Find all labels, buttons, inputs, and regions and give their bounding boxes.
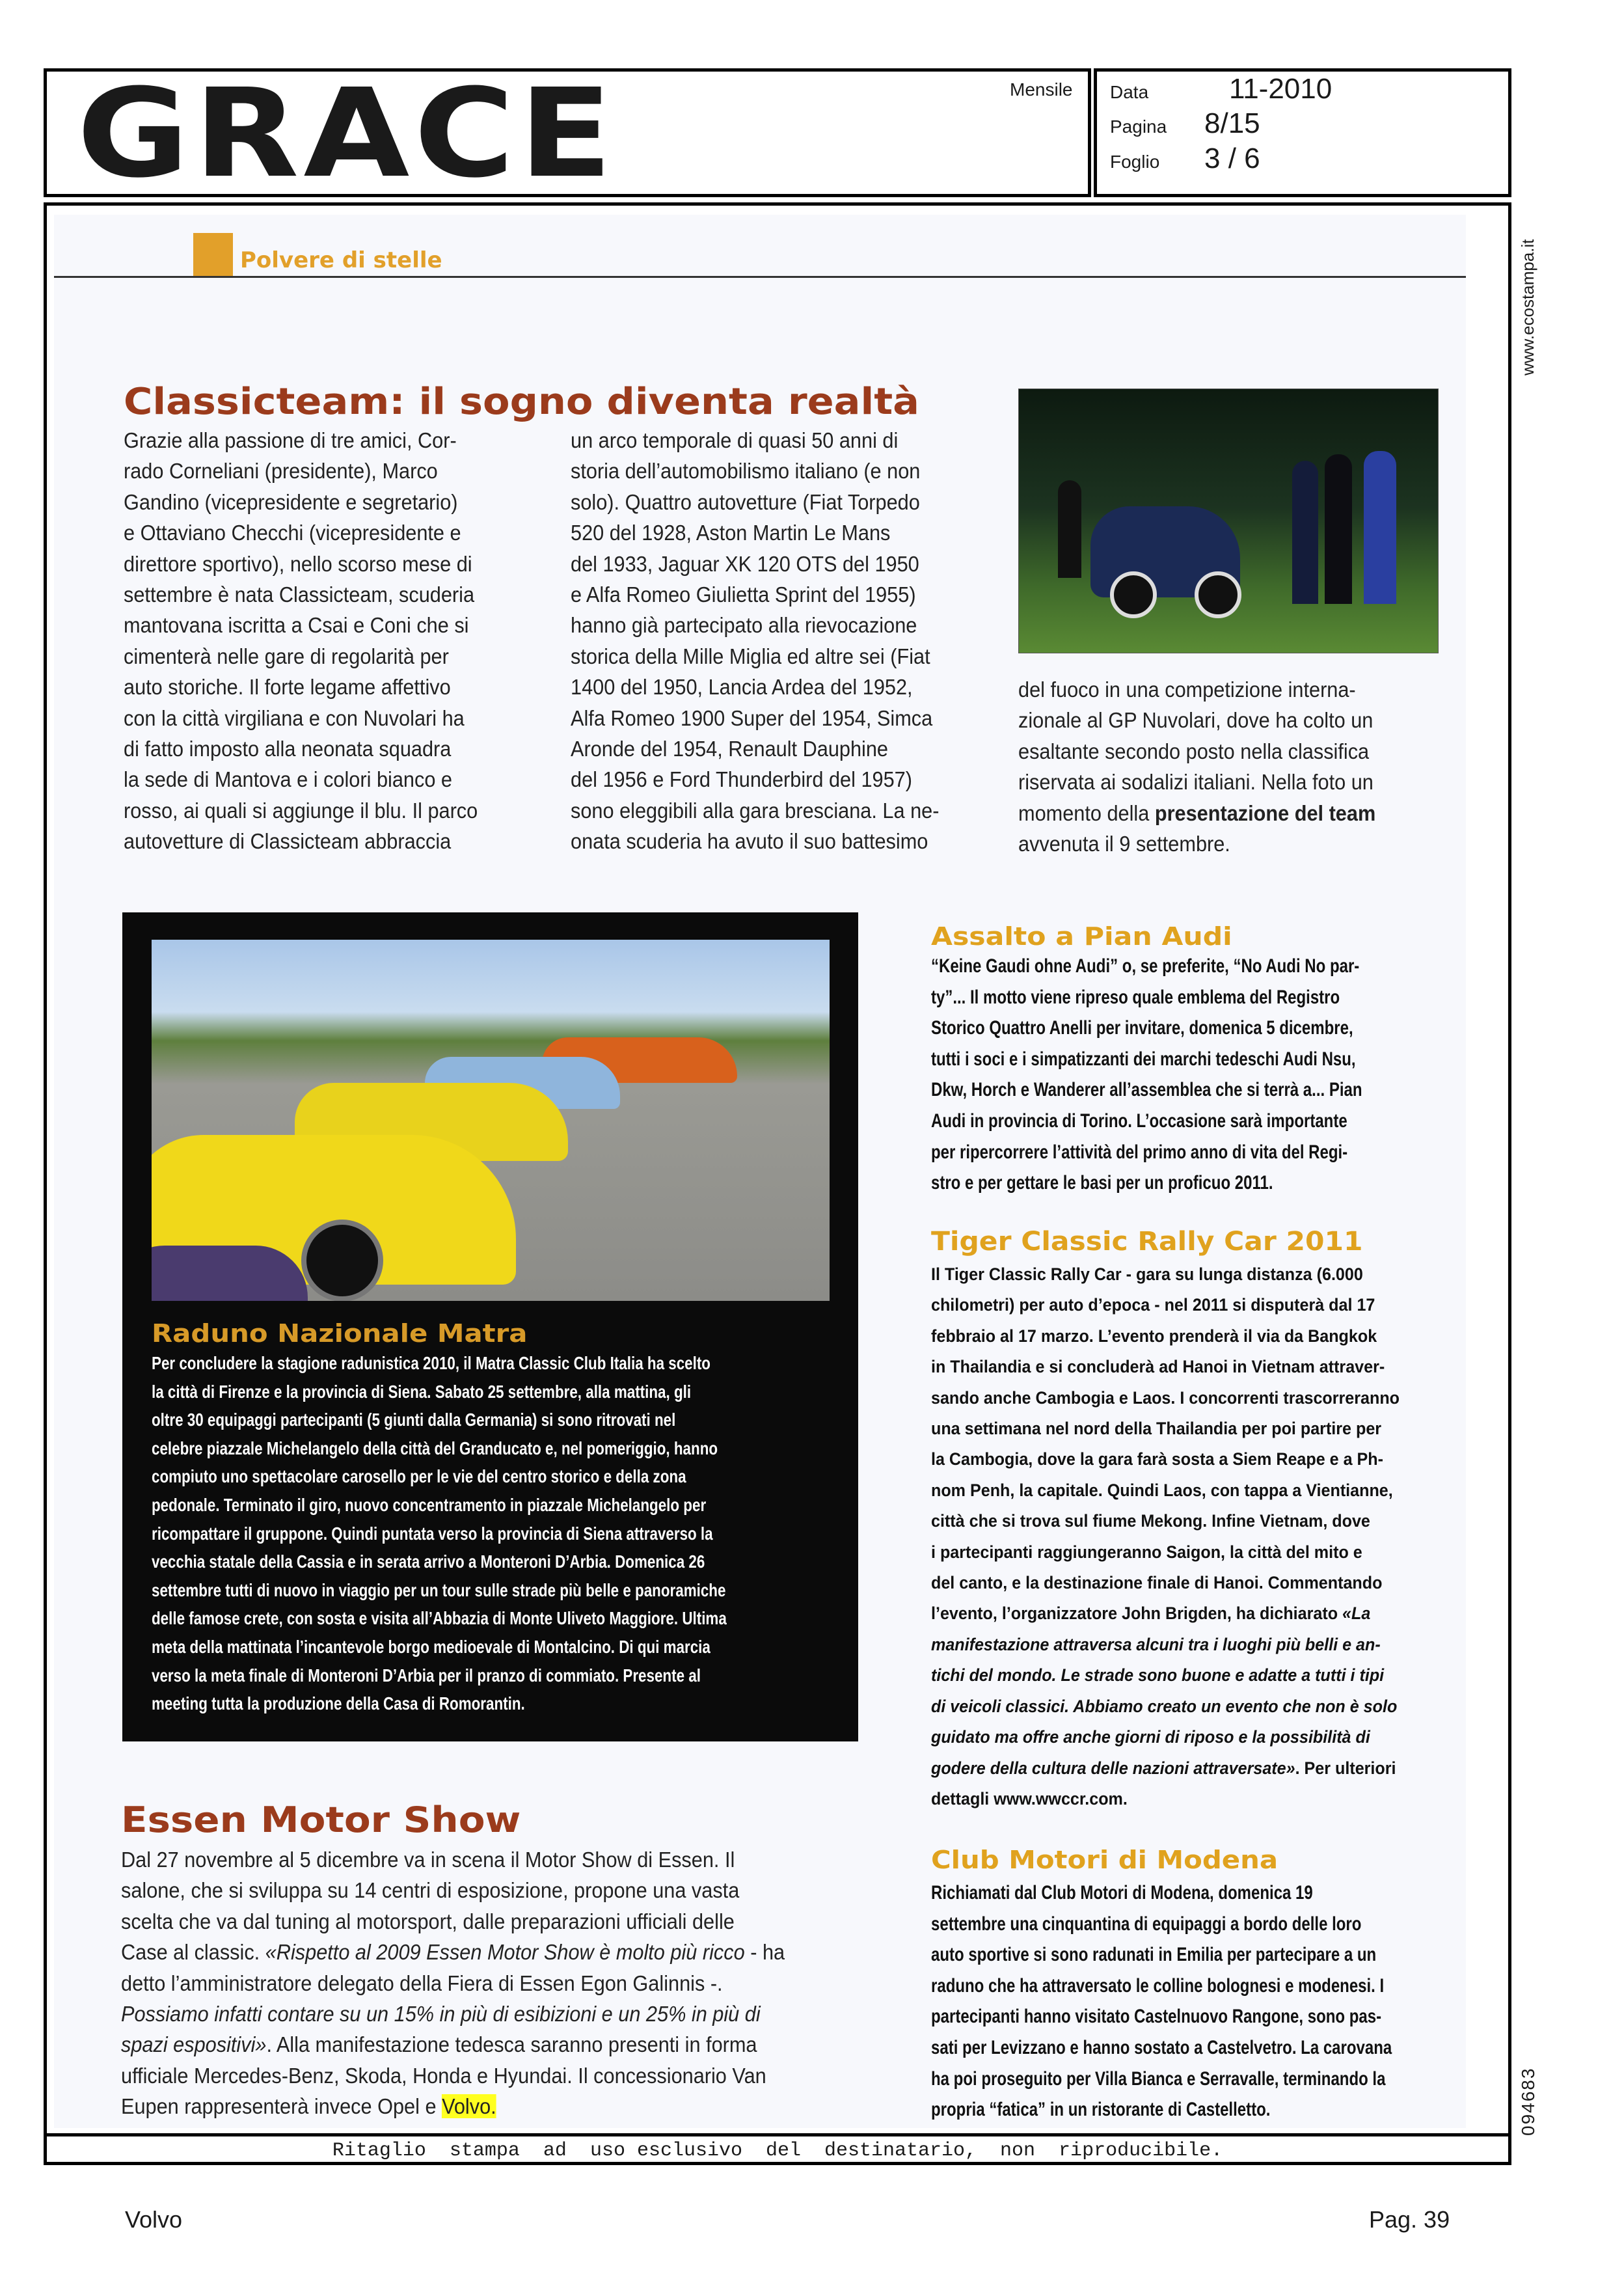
text-line (931, 1722, 1400, 1753)
text-line: e Ottaviano Checchi (vicepresidente e (124, 521, 461, 545)
text-line: Per concludere la stagione radunistica 2010, il Matra Classic Club Italia ha scelto (152, 1353, 710, 1373)
text-line: la città di Firenze e la provincia di Siena. Sabato 25 settembre, alla mattina, gli (152, 1381, 692, 1402)
text-line: mantovana iscritta a Csai e Coni che si (124, 613, 469, 638)
text-line: compiuto uno spettacolare carosello per le vie del centro storico e della zona (152, 1466, 686, 1487)
section-rule (54, 276, 1466, 278)
text-line: ricompattare il gruppone. Quindi puntata verso la provincia di Siena attraverso la (152, 1523, 713, 1544)
keyword-label: Volvo (125, 2206, 183, 2233)
person (1325, 454, 1352, 604)
text-line: 1400 del 1950, Lancia Ardea del 1952, (571, 675, 913, 700)
person (1292, 461, 1318, 604)
text-segment: - ha (744, 1940, 785, 1965)
text-line: settembre una cinquantina di equipaggi a bordo delle loro (931, 1913, 1362, 1935)
section-marker (193, 233, 233, 277)
text-line: Dal 27 novembre al 5 dicembre va in scena il Motor Show di Essen. Il (121, 1848, 735, 1872)
text-line: hanno già partecipato alla rievocazione (571, 613, 917, 638)
text-line: auto sportive si sono radunati in Emilia per partecipare a un (931, 1944, 1377, 1966)
classicteam-col3 (1018, 674, 1403, 859)
text-line: onata scuderia ha avuto il suo battesimo (571, 829, 928, 854)
text-line: scelta che va dal tuning al motorsport, dalle preparazioni ufficiali delle (121, 1909, 735, 1933)
text-line: del 1933, Jaguar XK 120 OTS del 1950 (571, 551, 919, 576)
text-line: riservata ai sodalizi italiani. Nella foto un (1018, 770, 1374, 795)
text-line: chilometri) per auto d’epoca - nel 2011 si disputerà dal 17 (931, 1295, 1375, 1315)
text-line: salone, che si sviluppa su 14 centri di esposizione, propone una vasta (121, 1878, 740, 1903)
text-line: la sede di Mantova e i colori bianco e (124, 767, 452, 792)
text-line: auto storiche. Il forte legame affettivo (124, 675, 451, 700)
essen-title: Essen Motor Show (121, 1799, 521, 1840)
text-line (931, 1753, 1400, 1784)
person (1364, 451, 1396, 604)
car-wheel (1110, 571, 1157, 618)
text-line: esaltante secondo posto nella classifica (1018, 739, 1370, 763)
car-wheel (1195, 571, 1241, 618)
text-line: 520 del 1928, Aston Martin Le Mans (571, 521, 891, 545)
text-line: Richiamati dal Club Motori di Modena, domenica 19 (931, 1882, 1313, 1904)
club-body (931, 1877, 1507, 2125)
text-segment: l’evento, l’organizzatore John Brigden, ha dichiarato (931, 1603, 1343, 1624)
person (1058, 480, 1081, 578)
text-segment: «Rispetto al 2009 Essen Motor Show è molto più ricco (265, 1940, 745, 1965)
text-line: storia dell’automobilismo italiano (e non (571, 459, 921, 484)
tiger-body (931, 1259, 1435, 1814)
text-line: propria “fatica” in un ristorante di Castelletto. (931, 2099, 1271, 2121)
text-line: stro e per gettare le basi per un proficuo 2011. (931, 1172, 1273, 1194)
text-line: Audi in provincia di Torino. L’occasione sarà importante (931, 1110, 1347, 1132)
text-segment: spazi espositivi» (121, 2032, 267, 2057)
text-segment: Eupen rappresenterà invece Opel e (121, 2094, 442, 2119)
text-line: sati per Levizzano e hanno sostato a Castelvetro. La carovana (931, 2036, 1392, 2058)
text-line (121, 2091, 785, 2122)
text-line: con la città virgiliana e con Nuvolari ha (124, 705, 465, 730)
clipping-notice: Ritaglio stampa ad uso esclusivo del destinatario, non riproducibile. (332, 2140, 1223, 2162)
text-line: ty”... Il motto viene ripreso quale emblema del Registro (931, 986, 1340, 1008)
classicteam-col1 (124, 425, 504, 857)
text-segment: presentazione del team (1154, 800, 1376, 825)
text-line: zionale al GP Nuvolari, dove ha colto un (1018, 708, 1374, 733)
text-line: di fatto imposto alla neonata squadra (124, 737, 452, 761)
pagina-label: Pagina (1110, 116, 1167, 137)
purple-car (152, 1246, 308, 1301)
text-line: Grazie alla passione di tre amici, Cor- (124, 428, 457, 452)
text-line: tutti i soci e i simpatizzanti dei marchi tedeschi Audi Nsu, (931, 1048, 1356, 1070)
text-line: settembre è nata Classicteam, scuderia (124, 582, 475, 607)
text-line: Alfa Romeo 1900 Super del 1954, Simca (571, 705, 933, 730)
text-line: Dkw, Horch e Wanderer all’assemblea che si terrà a... Pian (931, 1079, 1362, 1101)
tiger-title: Tiger Classic Rally Car 2011 (931, 1227, 1363, 1257)
matra-photo (152, 940, 830, 1301)
text-line: Gandino (vicepresidente e segretario) (124, 489, 458, 514)
text-line: “Keine Gaudi ohne Audi” o, se preferite, “No Audi No par- (931, 955, 1360, 977)
text-line: sono eleggibili alla gara bresciana. La ne- (571, 798, 940, 823)
car-wheel (301, 1220, 383, 1301)
highlighted-keyword: Volvo. (442, 2094, 496, 2119)
text-line: sando anche Cambogia e Laos. I concorrenti trascorreranno (931, 1387, 1400, 1408)
text-line: celebre piazzale Michelangelo della città del Granducato e, nel pomeriggio, hanno (152, 1438, 718, 1458)
text-line: una settimana nel nord della Thailandia per poi partire per (931, 1419, 1382, 1439)
page-number: Pag. 39 (1369, 2206, 1450, 2233)
text-line: storica della Mille Miglia ed altre sei (Fiat (571, 644, 930, 668)
text-line (121, 2029, 785, 2060)
text-line: del 1956 e Ford Thunderbird del 1957) (571, 767, 912, 792)
text-line: raduno che ha attraversato le colline bolognesi e modenesi. I (931, 1974, 1385, 1997)
text-line: rado Corneliani (presidente), Marco (124, 459, 438, 484)
text-line: cimenterà nelle gare di regolarità per (124, 644, 449, 668)
text-line: verso la meta finale di Monteroni D’Arbia per il pranzo di commiato. Presente al (152, 1665, 701, 1685)
frequency-label: Mensile (1010, 79, 1073, 100)
text-line (121, 1999, 785, 2029)
essen-body (121, 1844, 835, 2122)
text-line: del fuoco in una competizione interna- (1018, 677, 1356, 702)
text-line: avvenuta il 9 settembre. (1018, 832, 1230, 856)
text-line (931, 1691, 1400, 1722)
text-segment: Possiamo infatti contare su un 15% in più di esibizioni e un 25% in più di (121, 2002, 761, 2027)
text-line: città che si trova sul fiume Mekong. Infine Vietnam, dove (931, 1511, 1370, 1531)
matra-title: Raduno Nazionale Matra (152, 1319, 528, 1348)
footer-divider (44, 2133, 1511, 2136)
text-line: dettagli www.wwccr.com. (931, 1788, 1128, 1808)
team-photo (1018, 389, 1439, 653)
masthead-logo: GRACE (77, 62, 617, 205)
text-line: meta della mattinata l’incantevole borgo medioevale di Montalcino. Di qui marcia (152, 1636, 710, 1657)
text-segment: . Per ulteriori (1295, 1758, 1396, 1778)
text-line: rosso, ai quali si aggiunge il blu. Il parco (124, 798, 478, 823)
text-line: vecchia statale della Cassia e in serata arrivo a Monteroni D’Arbia. Domenica 26 (152, 1551, 705, 1572)
text-line (931, 1660, 1400, 1691)
text-line: i partecipanti raggiungeranno Saigon, la città del mito e (931, 1542, 1362, 1562)
text-line: febbraio al 17 marzo. L’evento prenderà il via da Bangkok (931, 1326, 1377, 1346)
text-segment: guidato ma offre anche giorni di riposo e la possibilità di (931, 1727, 1370, 1747)
text-segment: momento della (1018, 800, 1155, 825)
foglio-value: 3 / 6 (1204, 143, 1260, 174)
text-segment: . Alla manifestazione tedesca saranno presenti in forma (266, 2032, 757, 2057)
foglio-label: Foglio (1110, 152, 1160, 172)
club-title: Club Motori di Modena (931, 1846, 1279, 1874)
pagina-value: 8/15 (1204, 107, 1260, 139)
article-title: Classicteam: il sogno diventa realtà (124, 381, 919, 423)
text-segment: manifestazione attraversa alcuni tra i luoghi più belli e an- (931, 1634, 1381, 1654)
text-line (1018, 798, 1375, 828)
text-line: delle famose crete, con sosta e visita all’Abbazia di Monte Uliveto Maggiore. Ultima (152, 1608, 727, 1629)
text-line (931, 1598, 1400, 1629)
text-line: meeting tutta la produzione della Casa di Romorantin. (152, 1693, 525, 1714)
text-line: pedonale. Terminato il giro, nuovo concentramento in piazzale Michelangelo per (152, 1494, 707, 1515)
data-value: 11-2010 (1229, 73, 1333, 105)
text-line (121, 1937, 785, 1967)
text-line: nom Penh, la capitale. Quindi Laos, con tappa a Vientianne, (931, 1480, 1393, 1500)
clipping-code: 094683 (1518, 2067, 1538, 2136)
text-line: per ripercorrere l’attività del primo anno di vita del Regi- (931, 1141, 1348, 1163)
text-line: settembre tutti di nuovo in viaggio per un tour sulle strade più belle e panoramiche (152, 1579, 726, 1600)
text-segment: tichi del mondo. Le strade sono buone e adatte a tutti i tipi (931, 1665, 1385, 1685)
text-line: Il Tiger Classic Rally Car - gara su lunga distanza (6.000 (931, 1264, 1363, 1284)
text-line: detto l’amministratore delegato della Fiera di Essen Egon Galinnis -. (121, 1971, 723, 1995)
matra-body (152, 1349, 871, 1718)
text-line: ufficiale Mercedes-Benz, Skoda, Honda e Hyundai. Il concessionario Van (121, 2063, 766, 2088)
text-line: direttore sportivo), nello scorso mese di (124, 551, 472, 576)
classicteam-col2 (571, 425, 967, 857)
text-line: Aronde del 1954, Renault Dauphine (571, 737, 889, 761)
text-line: e Alfa Romeo Giulietta Sprint del 1955) (571, 582, 916, 607)
section-label: Polvere di stelle (240, 247, 442, 273)
text-line: autovetture di Classicteam abbraccia (124, 829, 452, 854)
data-label: Data (1110, 82, 1149, 102)
text-line: partecipanti hanno visitato Castelnuovo Rangone, sono pas- (931, 2006, 1382, 2028)
text-line: Storico Quattro Anelli per invitare, domenica 5 dicembre, (931, 1017, 1353, 1039)
text-line: ha poi proseguito per Villa Bianca e Serravalle, terminando la (931, 2067, 1386, 2090)
text-line: solo). Quattro autovetture (Fiat Torpedo (571, 489, 920, 514)
source-url: www.ecostampa.it (1518, 239, 1537, 375)
text-segment: godere della cultura delle nazioni attraversate» (931, 1758, 1295, 1778)
text-segment: di veicoli classici. Abbiamo creato un evento che non è solo (931, 1696, 1398, 1716)
assalto-title: Assalto a Pian Audi (931, 922, 1232, 951)
text-segment: Case al classic. (121, 1940, 265, 1965)
text-segment: «La (1342, 1603, 1371, 1624)
text-line: la Cambogia, dove la gara farà sosta a Siem Reape e a Ph- (931, 1449, 1384, 1469)
text-line: in Thailandia e si concluderà ad Hanoi in Vietnam attraver- (931, 1357, 1385, 1377)
text-line: del canto, e la destinazione finale di Hanoi. Commentando (931, 1573, 1383, 1593)
text-line: oltre 30 equipaggi partecipanti (5 giunti dalla Germania) si sono ritrovati nel (152, 1410, 676, 1430)
text-line (931, 1630, 1400, 1660)
assalto-body (931, 951, 1470, 1199)
text-line: un arco temporale di quasi 50 anni di (571, 428, 899, 452)
